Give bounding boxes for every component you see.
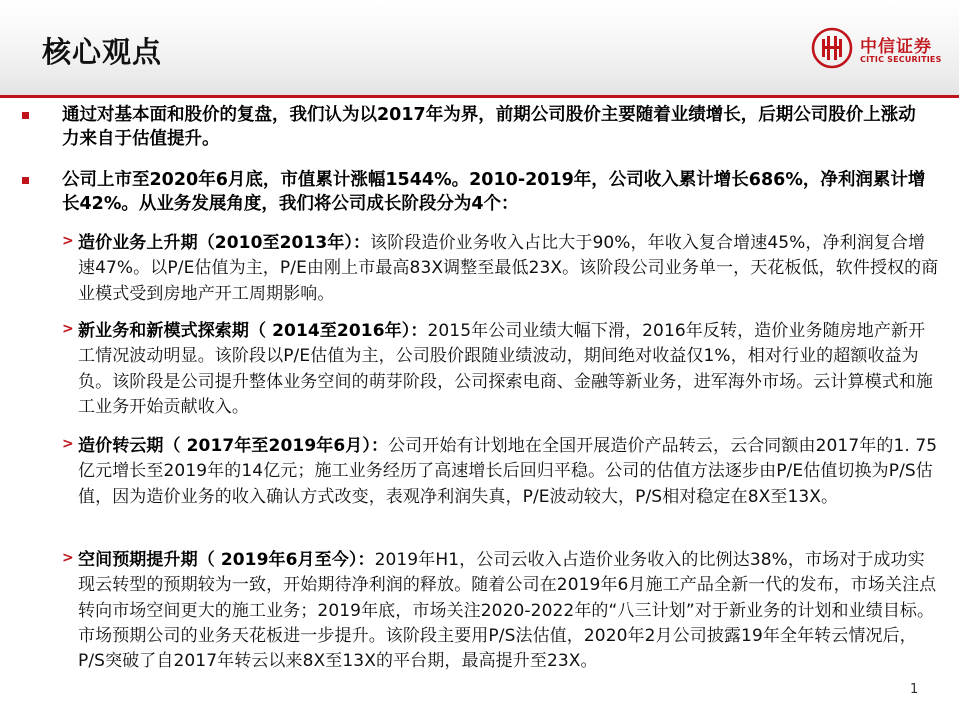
logo-text-cn: 中信证券 [860, 37, 932, 57]
stage-body: 2015年公司业绩大幅下滑，2016年反转，造价业务随房地产新开工情况波动明显。该阶段以P/E估值为主，公司股价跟随业绩波动，期间绝对收益仅1%，相对行业的超额收益为负。该阶段是公司提升整体业务空间的萌芽阶段，公司探索电商、金融等新业务，进军海外市场。云计算模式和施工业务开始贡献收入。 [78, 321, 933, 417]
citic-logo-icon [810, 26, 854, 70]
page-number: 1 [910, 682, 919, 697]
stage-item [62, 231, 940, 307]
chevron-right-icon: > [62, 436, 74, 452]
stage-body: 该阶段造价业务收入占比大于90%，年收入复合增速45%，净利润复合增速47%。以P/E估值为主，P/E由刚上市最高83X调整至最低23X。该阶段公司业务单一，天花板低，软件授权的商业模式受到房地产开工周期影响。 [78, 233, 939, 304]
stage-item [62, 319, 940, 420]
bullet-text: 公司上市至2020年6月底，市值累计涨幅1544%。2010-2019年，公司收入累计增长686%，净利润累计增长42%。从业务发展角度，我们将公司成长阶段分为4个： [62, 170, 926, 214]
stage-heading: 造价业务上升期（2010至2013年）： [78, 233, 371, 253]
bullet-square-icon [22, 112, 29, 119]
bullet-item [62, 103, 932, 151]
stage-text [78, 231, 940, 307]
bullet-item [62, 168, 932, 216]
stage-body: 公司开始有计划地在全国开展造价产品转云，云合同额由2017年的1. 75亿元增长至2019年的14亿元；施工业务经历了高速增长后回归平稳。公司的估值方法逐步由P/E估值切换为P/S估值，因为造价业务的收入确认方式改变，表观净利润失真，P/E波动较大，P/S相对稳定在8X至13X。 [78, 436, 938, 507]
header-divider [0, 95, 959, 98]
stage-body: 2019年H1，公司云收入占造价业务收入的比例达38%，市场对于成功实现云转型的预期较为一致，开始期待净利润的释放。随着公司在2019年6月施工产品全新一代的发布，市场关注点转向市场空间更大的施工业务；2019年底，市场关注2020-2022年的“八三计划”对于新业务的计划和业绩目标。市场预期公司的业务天花板进一步提升。该阶段主要用P/S法估值，2020年2月公司披露19年全年转云情况后，P/S突破了自2017年转云以来8X至13X的平台期，最高提升至23X。 [78, 550, 937, 672]
stage-heading: 造价转云期（ 2017年至2019年6月）： [78, 436, 389, 456]
stage-text [78, 434, 940, 510]
chevron-right-icon: > [62, 550, 74, 566]
stage-text [78, 319, 940, 420]
page-title: 核心观点 [42, 35, 163, 69]
chevron-right-icon: > [62, 233, 74, 249]
chevron-right-icon: > [62, 321, 74, 337]
company-logo [810, 26, 950, 70]
stage-heading: 空间预期提升期（ 2019年6月至今）： [78, 550, 375, 570]
logo-text-en: CITIC SECURITIES [860, 55, 942, 64]
stage-item [62, 548, 940, 674]
stage-text [78, 548, 940, 674]
stage-heading: 新业务和新模式探索期（ 2014至2016年）： [78, 321, 428, 341]
stage-item [62, 434, 940, 510]
bullet-square-icon [22, 177, 29, 184]
bullet-text: 通过对基本面和股价的复盘，我们认为以2017年为界，前期公司股价主要随着业绩增长，后期公司股价上涨动力来自于估值提升。 [62, 105, 916, 149]
slide-header [0, 0, 959, 96]
